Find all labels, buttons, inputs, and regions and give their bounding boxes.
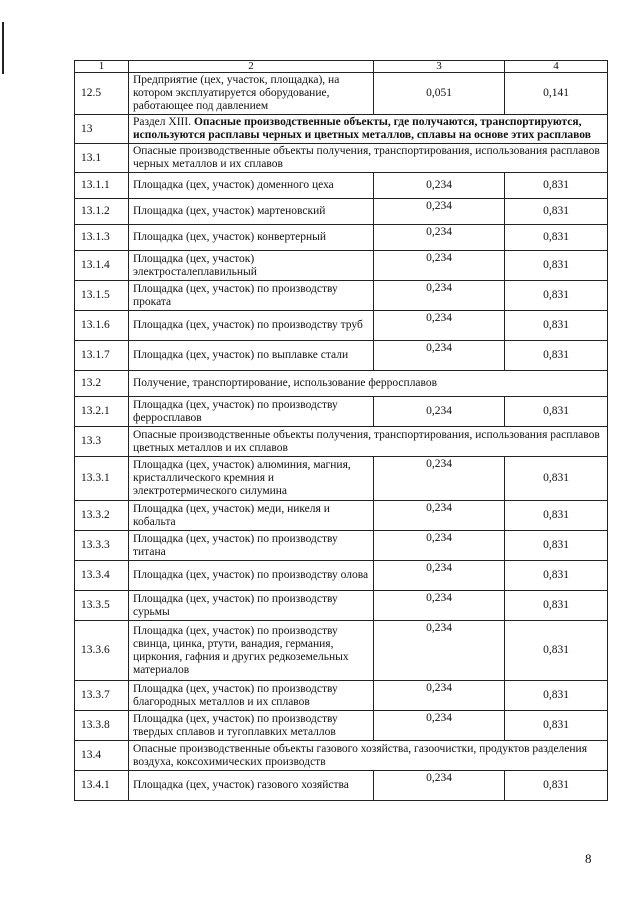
value-col-3: 0,234 [374,341,505,371]
table-row [75,681,608,711]
value-col-3: 0,234 [374,397,505,427]
value-col-4: 0,831 [505,561,608,591]
row-number: 12.5 [75,73,129,115]
row-number: 13.3.8 [75,711,129,741]
row-number: 13.1.2 [75,199,129,225]
row-description: Площадка (цех, участок) электросталеплавильный [129,251,374,281]
value-col-4: 0,141 [505,73,608,115]
row-number: 13 [75,115,129,144]
value-col-4: 0,831 [505,621,608,681]
table-row [75,397,608,427]
table-row [75,711,608,741]
value-col-3: 0,234 [374,711,505,741]
value-col-4: 0,831 [505,281,608,311]
table-row [75,251,608,281]
row-number: 13.1.6 [75,311,129,341]
row-description: Предприятие (цех, участок, площадка), на котором эксплуатируется оборудование, работающее под давлением [129,73,374,115]
row-description: Площадка (цех, участок) по производству благородных металлов и их сплавов [129,681,374,711]
row-description: Площадка (цех, участок) по производству олова [129,561,374,591]
table-body [75,61,608,801]
row-number: 13.3.4 [75,561,129,591]
value-col-3: 0,234 [374,621,505,681]
row-number: 13.1.3 [75,225,129,251]
group-heading: Опасные производственные объекты получения, транспортирования, использования расплавов цветных металлов и их сплавов [129,427,608,457]
value-col-3: 0,234 [374,681,505,711]
section-title: Опасные производственные объекты, где получаются, транспортируются, используются расплавы черных и цветных металлов, сплавы на основе этих расплавов [133,116,591,141]
table-row [75,371,608,397]
group-heading: Опасные производственные объекты получения, транспортирования, использования расплавов черных металлов и их сплавов [129,144,608,173]
table-row [75,771,608,801]
margin-mark [2,22,4,74]
table-row [75,281,608,311]
section-heading [129,115,608,144]
row-description: Площадка (цех, участок) по производству проката [129,281,374,311]
row-description: Площадка (цех, участок) по производству ферросплавов [129,397,374,427]
row-number: 13.3.6 [75,621,129,681]
section-prefix: Раздел XIII. [133,116,192,128]
row-number: 13.3.7 [75,681,129,711]
value-col-3: 0,234 [374,591,505,621]
row-number: 13.1 [75,144,129,173]
value-col-3: 0,234 [374,281,505,311]
value-col-4: 0,831 [505,251,608,281]
page-number: 8 [585,851,592,866]
value-col-3: 0,234 [374,225,505,251]
table-row [75,427,608,457]
row-description: Площадка (цех, участок) по производству труб [129,311,374,341]
header-col-1: 1 [75,61,129,73]
group-heading: Опасные производственные объекты газового хозяйства, газоочистки, продуктов разделения воздуха, коксохимических производств [129,741,608,771]
rates-table [74,60,608,801]
table-row [75,225,608,251]
table-row [75,591,608,621]
row-number: 13.4 [75,741,129,771]
value-col-3: 0,234 [374,771,505,801]
row-number: 13.2 [75,371,129,397]
row-description: Площадка (цех, участок) конвертерный [129,225,374,251]
row-number: 13.3 [75,427,129,457]
value-col-4: 0,831 [505,311,608,341]
value-col-4: 0,831 [505,397,608,427]
row-number: 13.2.1 [75,397,129,427]
row-number: 13.1.7 [75,341,129,371]
group-heading: Получение, транспортирование, использование ферросплавов [129,371,608,397]
table-row [75,311,608,341]
value-col-4: 0,831 [505,199,608,225]
value-col-3: 0,234 [374,457,505,501]
value-col-4: 0,831 [505,591,608,621]
value-col-3: 0,234 [374,173,505,199]
value-col-3: 0,234 [374,251,505,281]
row-number: 13.3.1 [75,457,129,501]
row-description: Площадка (цех, участок) по производству сурьмы [129,591,374,621]
table-row [75,115,608,144]
value-col-3: 0,234 [374,561,505,591]
row-number: 13.3.3 [75,531,129,561]
row-description: Площадка (цех, участок) мартеновский [129,199,374,225]
value-col-4: 0,831 [505,225,608,251]
value-col-4: 0,831 [505,457,608,501]
value-col-4: 0,831 [505,531,608,561]
row-number: 13.4.1 [75,771,129,801]
table-row [75,341,608,371]
header-col-3: 3 [374,61,505,73]
header-col-4: 4 [505,61,608,73]
row-description: Площадка (цех, участок) по производству свинца, цинка, ртути, ванадия, германия, циркония, гафния и других редкоземельных материалов [129,621,374,681]
value-col-3: 0,051 [374,73,505,115]
row-number: 13.1.4 [75,251,129,281]
value-col-3: 0,234 [374,199,505,225]
row-number: 13.3.2 [75,501,129,531]
value-col-3: 0,234 [374,501,505,531]
table-row [75,199,608,225]
row-description: Площадка (цех, участок) меди, никеля и кобальта [129,501,374,531]
table-row [75,501,608,531]
table-row [75,457,608,501]
value-col-4: 0,831 [505,341,608,371]
table-row [75,741,608,771]
value-col-3: 0,234 [374,531,505,561]
value-col-4: 0,831 [505,173,608,199]
value-col-3: 0,234 [374,311,505,341]
header-row [75,61,608,73]
row-number: 13.1.5 [75,281,129,311]
table-row [75,144,608,173]
value-col-4: 0,831 [505,681,608,711]
row-number: 13.1.1 [75,173,129,199]
value-col-4: 0,831 [505,501,608,531]
row-description: Площадка (цех, участок) газового хозяйства [129,771,374,801]
row-description: Площадка (цех, участок) по производству твердых сплавов и тугоплавких металлов [129,711,374,741]
table-row [75,173,608,199]
table-row [75,531,608,561]
row-number: 13.3.5 [75,591,129,621]
value-col-4: 0,831 [505,771,608,801]
row-description: Площадка (цех, участок) по выплавке стали [129,341,374,371]
row-description: Площадка (цех, участок) алюминия, магния, кристаллического кремния и электротермического силумина [129,457,374,501]
row-description: Площадка (цех, участок) доменного цеха [129,173,374,199]
row-description: Площадка (цех, участок) по производству титана [129,531,374,561]
table-row [75,621,608,681]
table-row [75,561,608,591]
table-row [75,73,608,115]
header-col-2: 2 [129,61,374,73]
value-col-4: 0,831 [505,711,608,741]
